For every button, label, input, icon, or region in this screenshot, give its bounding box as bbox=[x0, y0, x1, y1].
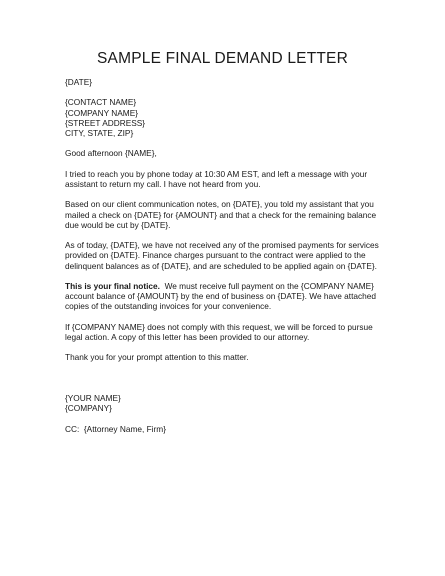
paragraph-4-line bbox=[65, 281, 395, 291]
paragraph-5-line: legal action. A copy of this letter has been provided to our attorney. bbox=[65, 331, 310, 342]
letter-body bbox=[65, 77, 395, 434]
cc-line: CC: {Attorney Name, Firm} bbox=[65, 423, 166, 434]
city-state-zip: CITY, STATE, ZIP} bbox=[65, 128, 134, 138]
signature-name: {YOUR NAME} bbox=[65, 393, 121, 404]
street-address: {STREET ADDRESS} bbox=[65, 117, 146, 128]
paragraph-2-line: mailed a check on {DATE} for {AMOUNT} and that a check for the remaining balance bbox=[65, 209, 377, 220]
greeting: Good afternoon {NAME}, bbox=[65, 148, 157, 159]
paragraph-3-line: As of today, {DATE}, we have not received any of the promised payments for services bbox=[65, 240, 379, 251]
paragraph-1-line: I tried to reach you by phone today at 10:30 AM EST, and left a message with your bbox=[65, 168, 368, 179]
signature-company: {COMPANY} bbox=[65, 403, 112, 414]
paragraph-4-line: account balance of {AMOUNT} by the end of business on {DATE}. We have attached bbox=[65, 291, 377, 302]
paragraph-4-line: copies of the outstanding invoices for your convenience. bbox=[65, 301, 272, 312]
paragraph-2-line: Based on our client communication notes, on {DATE}, you told my assistant that you bbox=[65, 199, 374, 210]
paragraph-5-line: If {COMPANY NAME} does not comply with this request, we will be forced to pursue bbox=[65, 321, 373, 332]
recipient-address bbox=[65, 97, 395, 138]
signature-block bbox=[65, 393, 395, 413]
paragraph-2-line: due would be cut by {DATE}. bbox=[65, 219, 171, 230]
paragraph-1 bbox=[65, 169, 395, 189]
closing-line: Thank you for your prompt attention to this matter. bbox=[65, 352, 249, 363]
paragraph-2 bbox=[65, 199, 395, 230]
final-notice-emphasis: This is your final notice. bbox=[65, 280, 160, 291]
page-title: SAMPLE FINAL DEMAND LETTER bbox=[97, 50, 348, 67]
company-name: {COMPANY NAME} bbox=[65, 107, 139, 118]
contact-name: {CONTACT NAME} bbox=[65, 97, 137, 108]
date-line: {DATE} bbox=[65, 77, 93, 87]
paragraph-5 bbox=[65, 322, 395, 342]
paragraph-3 bbox=[65, 240, 395, 271]
paragraph-1-line: assistant to return my call. I have not heard from you. bbox=[65, 178, 261, 189]
paragraph-4-first-rest: We must receive full payment on the {COMPANY NAME} bbox=[159, 280, 374, 291]
paragraph-3-line: provided on {DATE}. Finance charges pursuant to the contract were applied to the bbox=[65, 250, 366, 261]
paragraph-4 bbox=[65, 281, 395, 312]
paragraph-3-line: delinquent balances as of {DATE}, and are scheduled to be applied again on {DATE}. bbox=[65, 260, 377, 271]
